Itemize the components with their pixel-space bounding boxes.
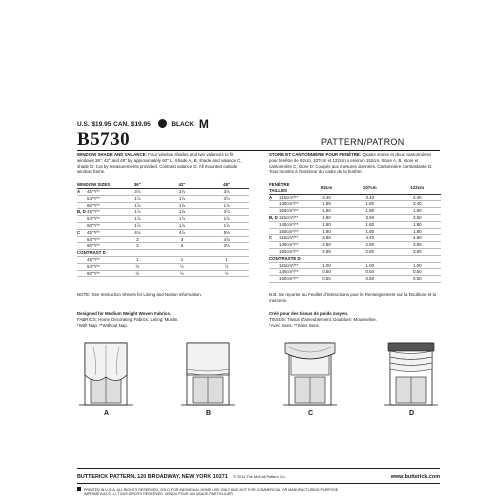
table-row (269, 221, 441, 228)
yardage-cell: 1⅞ (204, 222, 249, 229)
fabric-width-cell: 115cm*/** (279, 262, 307, 269)
description-text-en: Four window shades and two valances to fit windows 36", 42" and 48" by approximately 60" L. Shade A, B, shade and valance C, shade D: Cut by measurements provided. Contrast valance D. All mounted outside window frame. (77, 152, 242, 175)
yardage-cell: 1.00 (307, 262, 346, 269)
yardage-cell: ½ (115, 270, 160, 277)
yardage-cell: 1⅞ (115, 222, 160, 229)
table-row (269, 276, 441, 283)
yardage-cell: 3⅞ (204, 189, 249, 196)
table-row (269, 201, 441, 208)
column-header: 42" (160, 182, 205, 189)
yardage-cell: 1⅞ (160, 216, 205, 223)
yardage-cell: 3⅞ (204, 195, 249, 202)
fabric-width-cell: 115cm*/** (279, 214, 307, 221)
footer-copyright: © 2011 The McCall Pattern Co. (233, 475, 286, 479)
yardage-cell: 1.80 (307, 201, 346, 208)
table-row (269, 242, 441, 249)
yardage-cell: ½ (160, 270, 205, 277)
yardage-cell: 1.80 (307, 221, 346, 228)
table-row (269, 194, 441, 201)
yardage-cell: 1.00 (394, 262, 442, 269)
yardage-cell: 3⅞ (204, 209, 249, 216)
yardage-cell: 3⅞ (160, 189, 205, 196)
yardage-cell: 1⅞ (160, 202, 205, 209)
color-name: BLACK (171, 121, 195, 128)
yardage-cell: 5⅛ (204, 229, 249, 236)
yardage-cell: 1.80 (394, 208, 442, 215)
fabric-width-cell: 54"*/** (87, 195, 115, 202)
footer-legal-fr: IMPRIMÉ AUX É.-U. TOUS DROITS RÉSERVÉS. VENDU POUR UN USAGE PARTICULIER (84, 492, 233, 496)
yardage-cell: ½ (204, 270, 249, 277)
yardage-cell: 3.80 (394, 248, 442, 255)
footer-website: www.butterick.com (390, 474, 440, 480)
yardage-cell: 1.80 (307, 214, 346, 221)
yardage-cell: 3.40 (346, 194, 393, 201)
table-row (77, 189, 249, 196)
yardage-cell: 0.50 (394, 276, 442, 283)
yardage-cell: 3.40 (394, 201, 442, 208)
view-label (77, 270, 87, 277)
table-row (269, 235, 441, 242)
footer-legal-en: PRINTED IN U.S.A. ALL RIGHTS RESERVED. SOLD FOR INDIVIDUAL HOME USE ONLY AND NOT FOR COMMERCIAL OR MANUFACTURING PURPOSE (84, 488, 339, 492)
yardage-cell: 3.50 (394, 214, 442, 221)
yardage-cell: 1 (115, 256, 160, 263)
fabric-width-cell: 140cm*/** (279, 269, 307, 276)
fabric-width-cell: 60"*/** (87, 202, 115, 209)
yardage-cell: 1.80 (307, 208, 346, 215)
yardage-cell: 1.00 (346, 262, 393, 269)
view-label (269, 242, 279, 249)
column-header: 122cm (394, 182, 442, 194)
column-header: FENÊTRE TAILLES (269, 182, 307, 194)
yardage-cell: 1⅞ (115, 209, 160, 216)
table-row (77, 250, 249, 257)
shade-with-valance-icon (281, 339, 339, 407)
roman-shade-icon (179, 339, 237, 407)
note-fr: N.B. Se reporter au Feuillet d'instructions pour le Renseignement sur la Doublure et la mercerie. (269, 292, 437, 303)
column-header: 107cm (346, 182, 393, 194)
footer-rule-2 (77, 483, 440, 484)
yardage-cell: 0.50 (307, 269, 346, 276)
yardage-cell: 1⅞ (160, 222, 205, 229)
balloon-shade-icon (77, 339, 135, 407)
illustration-label: A (104, 410, 110, 417)
view-label (269, 228, 279, 235)
illustration-a (77, 339, 135, 407)
view-label (269, 221, 279, 228)
table-row (77, 222, 249, 229)
view-label (269, 201, 279, 208)
square-bullet-icon (77, 487, 81, 491)
view-label: C (269, 235, 279, 242)
yardage-cell: 1.80 (346, 201, 393, 208)
yardage-cell: 1⅞ (115, 195, 160, 202)
yardage-cell: 3⅛ (204, 243, 249, 250)
table-row (269, 255, 441, 262)
yardage-cell: 3 (160, 243, 205, 250)
table-row (269, 208, 441, 215)
column-header: WINDOW SIZES (77, 182, 115, 189)
table-row (77, 263, 249, 270)
description-text-fr: Quatre stores et deux cantonnières pour fenêtre de 92cm, 107cm et 122cm x environ 152cm. Store A, B, store et cantonnière C, store D: Coupés aux mesures données. Cantonnière contrastante D. Tous montés à l'extérieur du cadre de la fenêtre. (269, 152, 433, 175)
fabric-width-cell: 45"*/** (87, 189, 115, 196)
pattern-label: PATTERN/PATRON (321, 137, 405, 147)
table-row (77, 236, 249, 243)
illustration-b (179, 339, 237, 407)
yardage-cell: 2.80 (346, 242, 393, 249)
price: U.S. $19.95 CAN. $19.95 (77, 121, 151, 128)
yardage-cell: 1⅞ (160, 195, 205, 202)
fabric-width-cell: 45"*/** (87, 256, 115, 263)
section-title-fr: STORE ET CANTONNIÈRE POUR FENÊTRE: (269, 152, 362, 157)
fabric-width-cell: 115cm*/** (279, 235, 307, 242)
fabric-width-cell: 60"*/** (87, 270, 115, 277)
fabric-width-cell: 54"*/** (87, 236, 115, 243)
yardage-cell: 1.80 (346, 228, 393, 235)
yardage-cell: 3⅞ (115, 189, 160, 196)
column-header: 36" (115, 182, 160, 189)
yardage-cell: 3.50 (346, 214, 393, 221)
yardage-cell: 1⅞ (115, 216, 160, 223)
header-rule (77, 150, 440, 151)
view-label (77, 195, 87, 202)
fabric-width-cell: 140cm*/** (279, 242, 307, 249)
yardage-cell: 1.80 (307, 228, 346, 235)
yardage-cell: ½ (115, 263, 160, 270)
view-label (77, 222, 87, 229)
yardage-cell: 1.80 (346, 221, 393, 228)
table-row (77, 256, 249, 263)
fabrics-en: FABRICS: Home Decorating Fabrics. Lining: Muslin. (77, 316, 179, 322)
yardage-cell: 3 (115, 243, 160, 250)
fabrics-fr: TISSUS: Tissus d'ameublement. Doublure: Mousseline. (269, 316, 377, 322)
fabric-width-cell: 150cm*/** (279, 276, 307, 283)
column-header: 48" (204, 182, 249, 189)
table-row (269, 214, 441, 221)
view-label (77, 202, 87, 209)
yardage-cell: 1.80 (346, 208, 393, 215)
nap-fr: *Avec Sens. **Sans Sens. (269, 322, 320, 328)
description-en (77, 152, 249, 182)
table-row (77, 209, 249, 216)
footer-address: BUTTERICK PATTERN, 120 BROADWAY, NEW YORK 10271 (77, 474, 228, 480)
fabric-info-en (77, 311, 249, 328)
yardage-cell: 1⅞ (204, 202, 249, 209)
view-label (269, 248, 279, 255)
yardage-cell: 0.50 (307, 276, 346, 283)
table-row (77, 195, 249, 202)
section-title-en: WINDOW SHADE AND VALANCE: (77, 152, 148, 157)
yardage-cell: 3 (160, 236, 205, 243)
table-row (77, 270, 249, 277)
yardage-table-en (77, 182, 249, 277)
yardage-cell: 0.50 (346, 269, 393, 276)
table-row (77, 243, 249, 250)
yardage-cell: 3.40 (394, 194, 442, 201)
footer-rule (77, 468, 440, 469)
fabric-width-cell: 60"*/** (87, 243, 115, 250)
yardage-cell: 1 (204, 256, 249, 263)
fabric-width-cell: 45"*/** (87, 209, 115, 216)
yardage-table-fr (269, 182, 441, 283)
yardage-cell: 1.80 (394, 221, 442, 228)
fabric-width-cell: 150cm*/** (279, 228, 307, 235)
designed-for-en: Designed for Medium Weight Woven Fabrics. (77, 311, 172, 316)
yardage-cell: 3.80 (307, 235, 346, 242)
contrast-label: CONTRASTE D (269, 255, 441, 262)
view-label (269, 276, 279, 283)
table-row (269, 269, 441, 276)
yardage-cell: 2.80 (307, 248, 346, 255)
view-label (269, 269, 279, 276)
fabric-width-cell: 60"*/** (87, 222, 115, 229)
yardage-cell: 1.80 (394, 228, 442, 235)
table-row (269, 228, 441, 235)
yardage-cell: 1⅞ (115, 202, 160, 209)
table-row (269, 248, 441, 255)
view-label (77, 263, 87, 270)
view-label: B, D (77, 209, 86, 215)
fabric-width-cell: 45"*/** (87, 229, 115, 236)
view-label: B, D (269, 214, 278, 220)
illustration-label: D (409, 410, 415, 417)
yardage-cell: 2.80 (346, 248, 393, 255)
yardage-cell: 0.50 (394, 269, 442, 276)
view-label (77, 256, 87, 263)
yardage-cell: 4⅞ (204, 236, 249, 243)
yardage-cell: 3.40 (307, 194, 346, 201)
note-en: NOTE: See Instruction Sheets for Lining and Notion Information. (77, 292, 202, 297)
description-fr (269, 152, 441, 182)
fabric-width-cell: 54"*/** (87, 263, 115, 270)
fabric-width-cell: 54"*/** (87, 216, 115, 223)
fabric-width-cell: 140cm*/** (279, 221, 307, 228)
table-row (269, 262, 441, 269)
footer-legal (77, 487, 440, 496)
yardage-cell: 1 (160, 256, 205, 263)
fabric-info-fr (269, 311, 441, 328)
table-row (77, 216, 249, 223)
yardage-cell: ½ (160, 263, 205, 270)
french-column (269, 152, 441, 283)
yardage-cell: 4.40 (346, 235, 393, 242)
view-label (77, 236, 87, 243)
pattern-number: B5730 (77, 129, 131, 150)
folded-shade-icon (382, 339, 440, 407)
illustration-label: C (308, 410, 314, 417)
size-code: M (198, 117, 209, 131)
view-label: C (77, 229, 87, 236)
table-header-row (269, 182, 441, 194)
footer-line (77, 474, 440, 480)
view-label (77, 243, 87, 250)
yardage-cell: 3 (115, 236, 160, 243)
pattern-envelope-back (77, 95, 440, 496)
illustration-c (281, 339, 339, 407)
yardage-cell: 4⅞ (160, 229, 205, 236)
yardage-cell: 3.80 (394, 242, 442, 249)
fabric-width-cell: 150cm*/** (279, 208, 307, 215)
view-label: A (269, 194, 279, 201)
view-label (77, 216, 87, 223)
table-row (77, 229, 249, 236)
fabric-width-cell: 115cm*/** (279, 194, 307, 201)
table-row (77, 202, 249, 209)
view-label (269, 208, 279, 215)
yardage-cell: 2.80 (307, 242, 346, 249)
yardage-cell: ½ (204, 263, 249, 270)
yardage-cell: 1⅞ (160, 209, 205, 216)
yardage-cell: 0.50 (346, 276, 393, 283)
nap-en: *With Nap. **Without Nap. (77, 322, 129, 328)
yardage-cell: 4⅛ (115, 229, 160, 236)
color-dot-icon (158, 119, 167, 128)
fabric-width-cell: 140cm*/** (279, 201, 307, 208)
yardage-cell: 1⅞ (204, 216, 249, 223)
contrast-label: CONTRAST D (77, 250, 249, 257)
view-label: A (77, 189, 87, 196)
view-label (269, 262, 279, 269)
illustration-d (382, 339, 440, 407)
fabric-width-cell: 150cm*/** (279, 248, 307, 255)
yardage-cell: 4.80 (394, 235, 442, 242)
designed-for-fr: Créé pour des tissus de poids moyen. (269, 311, 349, 316)
english-column (77, 152, 249, 277)
column-header: 92cm (307, 182, 346, 194)
illustration-label: B (206, 410, 212, 417)
